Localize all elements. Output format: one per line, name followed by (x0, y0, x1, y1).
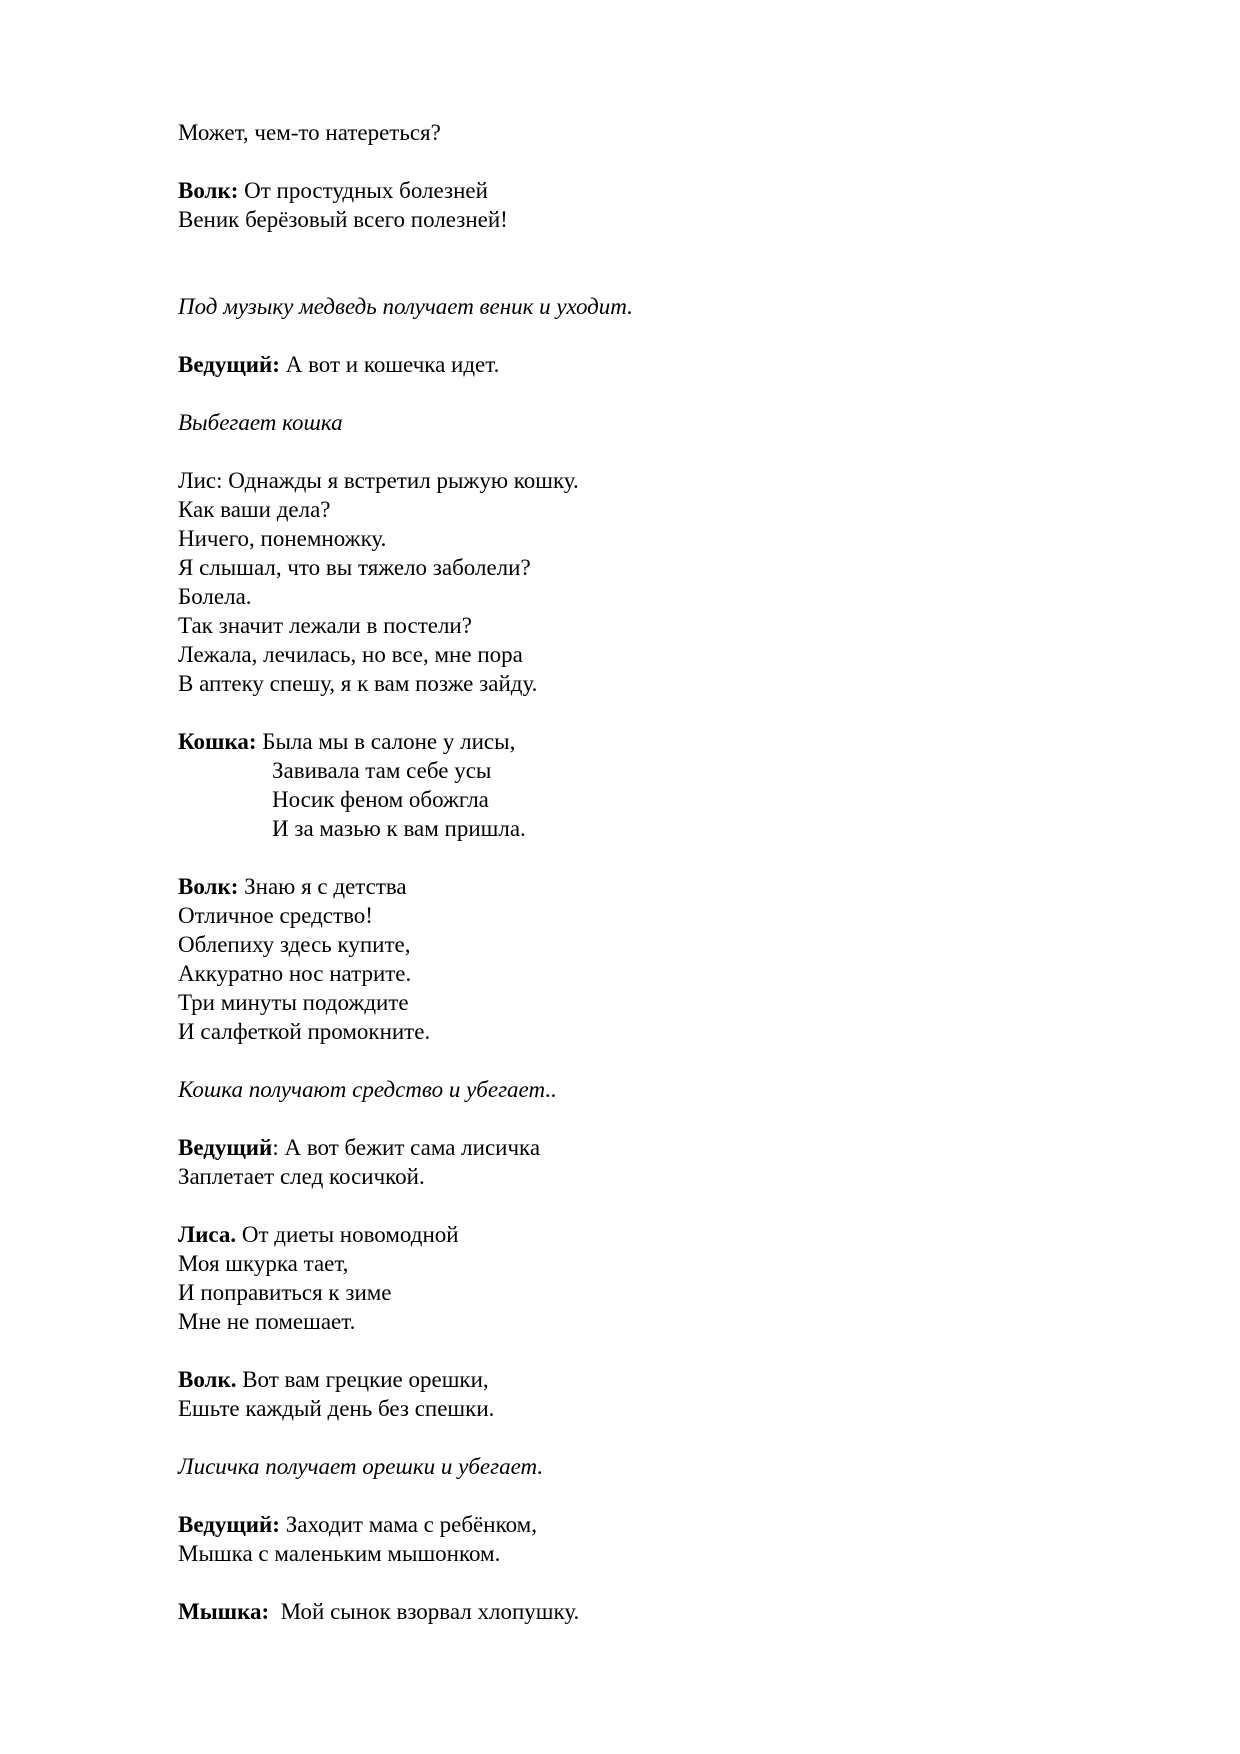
line-text: Аккуратно нос натрите. (178, 961, 412, 986)
dialogue-line (178, 1365, 489, 1394)
line-text: От простудных болезней (238, 178, 488, 203)
line-text: Ничего, понемножку. (178, 526, 387, 551)
line-text: Кошка получают средство и убегает.. (178, 1077, 557, 1102)
stage-direction (178, 408, 343, 437)
line-text: Мой сынок взорвал хлопушку. (269, 1599, 580, 1624)
text-line (178, 524, 386, 553)
text-line (178, 640, 523, 669)
speaker-name: Волк. (178, 1367, 237, 1392)
speaker-name: Ведущий: (178, 352, 280, 377)
text-line (178, 495, 331, 524)
text-line (272, 785, 489, 814)
line-text: Три минуты подождите (178, 990, 409, 1015)
stage-direction (178, 1452, 543, 1481)
text-line (178, 1162, 425, 1191)
line-text: А вот и кошечка идет. (279, 352, 500, 377)
text-line (178, 1278, 392, 1307)
dialogue-line (178, 176, 488, 205)
text-line (178, 1394, 494, 1423)
line-text: Мышка с маленьким мышонком. (178, 1541, 501, 1566)
speaker-name: Волк: (178, 874, 239, 899)
text-line (178, 118, 441, 147)
line-text: Болела. (178, 584, 252, 609)
text-line (178, 1017, 430, 1046)
text-line (178, 901, 373, 930)
line-text: Мне не помешает. (178, 1309, 356, 1334)
text-line (178, 930, 411, 959)
line-text: Я слышал, что вы тяжело заболели? (178, 555, 531, 580)
dialogue-line (178, 727, 515, 756)
dialogue-line (178, 1220, 459, 1249)
line-text: И поправиться к зиме (178, 1280, 392, 1305)
dialogue-line (178, 350, 499, 379)
line-text: Веник берёзовый всего полезней! (178, 207, 508, 232)
speaker-name: Лиса. (178, 1222, 237, 1247)
line-text: Завивала там себе усы (272, 758, 492, 783)
text-line (272, 756, 491, 785)
line-text: Носик феном обожгла (272, 787, 489, 812)
speaker-name: Кошка: (178, 729, 257, 754)
line-text: Облепиху здесь купите, (178, 932, 411, 957)
line-text: Может, чем-то натереться? (178, 120, 441, 145)
dialogue-line (178, 872, 407, 901)
text-line (178, 582, 252, 611)
stage-direction (178, 1075, 557, 1104)
line-text: От диеты новомодной (236, 1222, 459, 1247)
text-line (178, 1307, 355, 1336)
dialogue-line (178, 1510, 537, 1539)
speaker-name: Ведущий (178, 1135, 273, 1160)
text-line (178, 988, 409, 1017)
line-text: Под музыку медведь получает веник и уходит. (178, 294, 633, 319)
text-line (178, 669, 537, 698)
line-text: Моя шкурка тает, (178, 1251, 349, 1276)
line-text: И салфеткой промокните. (178, 1019, 431, 1044)
dialogue-line (178, 1133, 540, 1162)
line-text: Заплетает след косичкой. (178, 1164, 425, 1189)
line-text: Отличное средство! (178, 903, 373, 928)
text-line (178, 1249, 348, 1278)
text-line (272, 814, 526, 843)
line-text: : А вот бежит сама лисичка (272, 1135, 541, 1160)
line-text: Выбегает кошка (178, 410, 343, 435)
line-text: В аптеку спешу, я к вам позже зайду. (178, 671, 538, 696)
line-text: Была мы в салоне у лисы, (256, 729, 516, 754)
speaker-name: Мышка: (178, 1599, 270, 1624)
text-line (178, 466, 579, 495)
line-text: Лежала, лечилась, но все, мне пора (178, 642, 523, 667)
line-text: Как ваши дела? (178, 497, 331, 522)
line-text: Лис: Однажды я встретил рыжую кошку. (178, 468, 579, 493)
text-line (178, 959, 411, 988)
speaker-name: Волк: (178, 178, 239, 203)
text-line (178, 611, 472, 640)
line-text: Так значит лежали в постели? (178, 613, 472, 638)
text-line (178, 205, 508, 234)
line-text: Ешьте каждый день без спешки. (178, 1396, 495, 1421)
line-text: Лисичка получает орешки и убегает. (178, 1454, 544, 1479)
line-text: Вот вам грецкие орешки, (236, 1367, 489, 1392)
speaker-name: Ведущий: (178, 1512, 280, 1537)
text-line (178, 1539, 500, 1568)
text-line (178, 553, 531, 582)
line-text: Заходит мама с ребёнком, (279, 1512, 537, 1537)
stage-direction (178, 292, 633, 321)
dialogue-line (178, 1597, 579, 1626)
line-text: Знаю я с детства (238, 874, 407, 899)
line-text: И за мазью к вам пришла. (272, 816, 526, 841)
